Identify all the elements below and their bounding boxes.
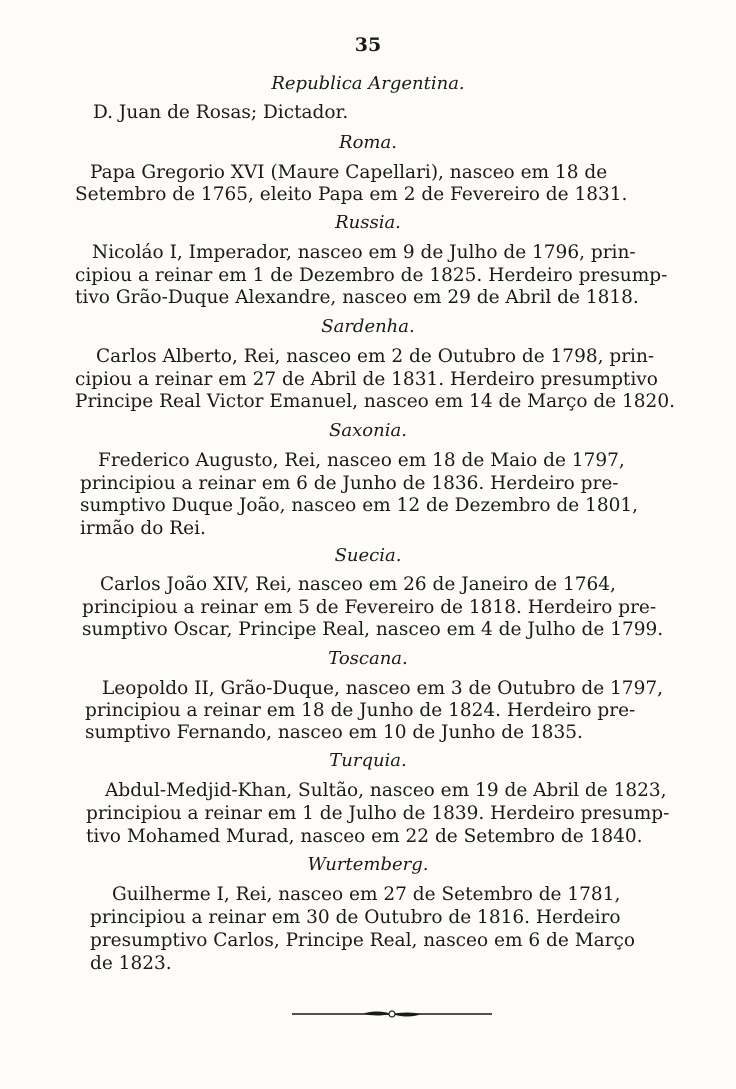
country-heading-suecia: Suecia. <box>334 545 402 566</box>
entry-line: principiou a reinar em 30 de Outubro de 1816. Herdeiro <box>90 907 621 928</box>
country-heading-turquia: Turquia. <box>329 750 407 771</box>
entry-line: Abdul-Medjid-Khan, Sultão, nasceo em 19 de Abril de 1823, <box>105 780 667 801</box>
entry-line: principiou a reinar em 18 de Junho de 1824. Herdeiro pre- <box>85 700 636 721</box>
entry-line: de 1823. <box>90 953 172 974</box>
entry-line: Carlos João XIV, Rei, nasceo em 26 de Janeiro de 1764, <box>100 574 616 595</box>
entry-line: Leopoldo II, Grão-Duque, nasceo em 3 de Outubro de 1797, <box>102 678 663 699</box>
country-heading-argentina: Republica Argentina. <box>271 73 465 94</box>
entry-line: sumptivo Duque João, nasceo em 12 de Dezembro de 1801, <box>80 495 639 516</box>
ornamental-rule <box>292 1005 492 1023</box>
country-heading-russia: Russia. <box>335 212 401 233</box>
entry-line: D. Juan de Rosas; Dictador. <box>93 102 349 123</box>
entry-line: cipiou a reinar em 1 de Dezembro de 1825. Herdeiro presump- <box>75 265 668 286</box>
entry-line: Guilherme I, Rei, nasceo em 27 de Setembro de 1781, <box>112 884 621 905</box>
country-heading-sardenha: Sardenha. <box>321 316 415 337</box>
entry-line: tivo Mohamed Murad, nasceo em 22 de Setembro de 1840. <box>86 826 643 847</box>
entry-line: Frederico Augusto, Rei, nasceo em 18 de Maio de 1797, <box>98 450 625 471</box>
country-heading-wurtemberg: Wurtemberg. <box>307 854 429 875</box>
entry-line: Principe Real Victor Emanuel, nasceo em 14 de Março de 1820. <box>75 391 675 412</box>
page-number: 35 <box>354 34 382 56</box>
entry-line: principiou a reinar em 6 de Junho de 1836. Herdeiro pre- <box>80 473 619 494</box>
entry-line: Setembro de 1765, eleito Papa em 2 de Fevereiro de 1831. <box>75 184 628 205</box>
country-heading-roma: Roma. <box>339 132 397 153</box>
entry-line: tivo Grão-Duque Alexandre, nasceo em 29 de Abril de 1818. <box>75 287 639 308</box>
country-heading-toscana: Toscana. <box>328 648 408 669</box>
entry-line: Nicoláo I, Imperador, nasceo em 9 de Julho de 1796, prin- <box>92 242 636 263</box>
country-heading-saxonia: Saxonia. <box>329 420 407 441</box>
entry-line: sumptivo Fernando, nasceo em 10 de Junho de 1835. <box>85 722 583 743</box>
entry-line: sumptivo Oscar, Principe Real, nasceo em 4 de Julho de 1799. <box>82 619 664 640</box>
entry-line: cipiou a reinar em 27 de Abril de 1831. Herdeiro presumptivo <box>75 369 658 390</box>
entry-line: principiou a reinar em 5 de Fevereiro de 1818. Herdeiro pre- <box>82 597 657 618</box>
entry-line: presumptivo Carlos, Principe Real, nasceo em 6 de Março <box>90 930 636 951</box>
entry-line: Papa Gregorio XVI (Maure Capellari), nasceo em 18 de <box>90 162 608 183</box>
entry-line: irmão do Rei. <box>80 518 206 539</box>
entry-line: principiou a reinar em 1 de Julho de 1839. Herdeiro presump- <box>86 803 670 824</box>
entry-line: Carlos Alberto, Rei, nasceo em 2 de Outubro de 1798, prin- <box>96 346 655 367</box>
